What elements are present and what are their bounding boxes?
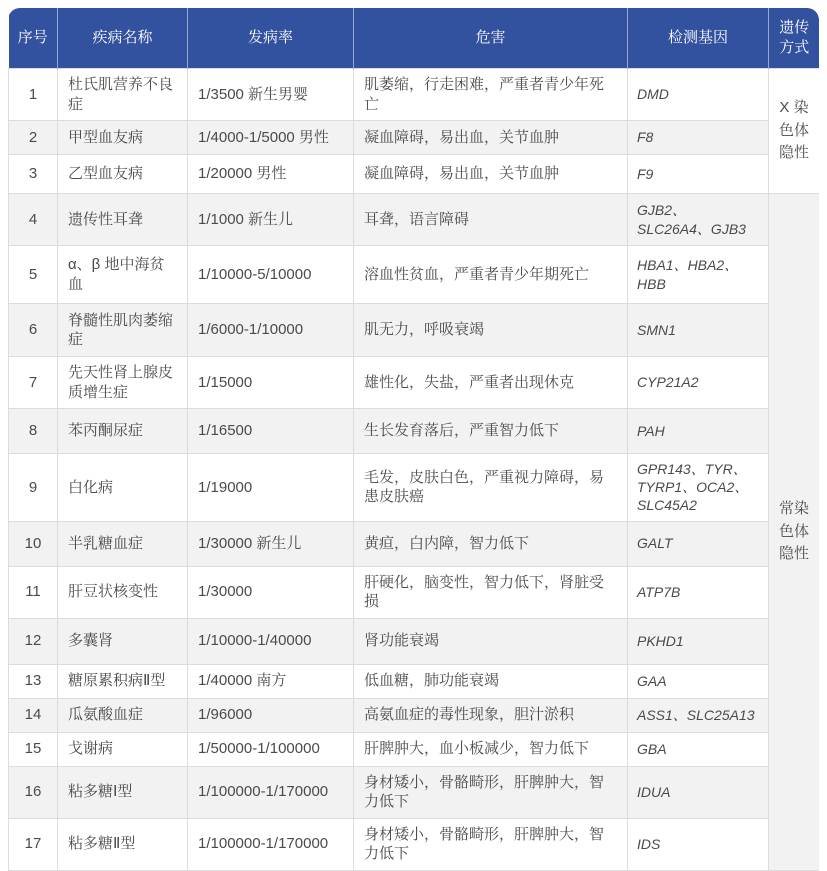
table-row (9, 732, 820, 766)
table-row (9, 454, 820, 522)
cell-no: 6 (9, 304, 58, 357)
cell-disease: 脊髓性肌肉萎缩症 (58, 304, 188, 357)
cell-no: 3 (9, 155, 58, 194)
cell-disease: 糖原累积病Ⅱ型 (58, 664, 188, 698)
cell-harm: 毛发，皮肤白色，严重视力障碍，易患皮肤癌 (354, 454, 628, 522)
disease-table-container (8, 8, 819, 871)
cell-harm: 肝硬化，脑变性，智力低下，肾脏受损 (354, 566, 628, 618)
cell-genes: GALT (628, 521, 769, 566)
table-row (9, 618, 820, 664)
cell-no: 2 (9, 121, 58, 155)
cell-incidence: 1/20000 男性 (188, 155, 354, 194)
table-row (9, 521, 820, 566)
cell-harm: 黄疸，白内障，智力低下 (354, 521, 628, 566)
cell-disease: 苯丙酮尿症 (58, 409, 188, 454)
cell-genes: GJB2、SLC26A4、GJB3 (628, 194, 769, 246)
cell-no: 9 (9, 454, 58, 522)
cell-genes: IDS (628, 818, 769, 870)
cell-no: 13 (9, 664, 58, 698)
cell-disease: 先天性肾上腺皮质增生症 (58, 357, 188, 409)
table-row (9, 766, 820, 818)
cell-incidence: 1/16500 (188, 409, 354, 454)
inheritance-cell-x-linked: X 染色体隐性 (769, 69, 820, 194)
genetic-disease-table (8, 8, 819, 871)
table-row (9, 121, 820, 155)
table-row (9, 818, 820, 870)
cell-harm: 肾功能衰竭 (354, 618, 628, 664)
cell-no: 17 (9, 818, 58, 870)
cell-incidence: 1/3500 新生男婴 (188, 69, 354, 121)
table-row (9, 409, 820, 454)
cell-genes: HBA1、HBA2、HBB (628, 246, 769, 304)
cell-genes: F9 (628, 155, 769, 194)
cell-incidence: 1/50000-1/100000 (188, 732, 354, 766)
cell-harm: 肌无力，呼吸衰竭 (354, 304, 628, 357)
table-row (9, 69, 820, 121)
cell-harm: 溶血性贫血，严重者青少年期死亡 (354, 246, 628, 304)
table-row (9, 155, 820, 194)
cell-harm: 高氨血症的毒性现象，胆汁淤积 (354, 698, 628, 732)
cell-no: 10 (9, 521, 58, 566)
cell-harm: 雄性化，失盐，严重者出现休克 (354, 357, 628, 409)
header-incidence: 发病率 (188, 8, 354, 69)
cell-harm: 低血糖，肺功能衰竭 (354, 664, 628, 698)
cell-disease: 乙型血友病 (58, 155, 188, 194)
cell-disease: 甲型血友病 (58, 121, 188, 155)
table-body (9, 69, 820, 871)
header-no: 序号 (9, 8, 58, 69)
cell-disease: 粘多糖Ⅱ型 (58, 818, 188, 870)
cell-genes: ASS1、SLC25A13 (628, 698, 769, 732)
cell-genes: GAA (628, 664, 769, 698)
table-header (9, 8, 820, 69)
cell-incidence: 1/10000-5/10000 (188, 246, 354, 304)
cell-disease: 多囊肾 (58, 618, 188, 664)
cell-harm: 肝脾肿大，血小板减少，智力低下 (354, 732, 628, 766)
cell-disease: 戈谢病 (58, 732, 188, 766)
cell-harm: 耳聋，语言障碍 (354, 194, 628, 246)
table-row (9, 664, 820, 698)
cell-genes: ATP7B (628, 566, 769, 618)
cell-harm: 肌萎缩，行走困难，严重者青少年死亡 (354, 69, 628, 121)
cell-disease: 半乳糖血症 (58, 521, 188, 566)
cell-disease: 杜氏肌营养不良症 (58, 69, 188, 121)
cell-no: 4 (9, 194, 58, 246)
cell-genes: PAH (628, 409, 769, 454)
cell-no: 15 (9, 732, 58, 766)
table-row (9, 194, 820, 246)
cell-genes: DMD (628, 69, 769, 121)
cell-genes: PKHD1 (628, 618, 769, 664)
cell-no: 11 (9, 566, 58, 618)
table-row (9, 304, 820, 357)
cell-incidence: 1/30000 (188, 566, 354, 618)
cell-harm: 身材矮小，骨骼畸形，肝脾肿大，智力低下 (354, 766, 628, 818)
cell-incidence: 1/4000-1/5000 男性 (188, 121, 354, 155)
cell-harm: 凝血障碍，易出血，关节血肿 (354, 155, 628, 194)
cell-no: 7 (9, 357, 58, 409)
cell-no: 12 (9, 618, 58, 664)
cell-incidence: 1/100000-1/170000 (188, 818, 354, 870)
header-inheritance: 遗传方式 (769, 8, 820, 69)
cell-incidence: 1/19000 (188, 454, 354, 522)
header-row (9, 8, 820, 69)
table-row (9, 246, 820, 304)
cell-disease: 遗传性耳聋 (58, 194, 188, 246)
header-disease: 疾病名称 (58, 8, 188, 69)
cell-incidence: 1/6000-1/10000 (188, 304, 354, 357)
cell-disease: α、β 地中海贫血 (58, 246, 188, 304)
cell-genes: IDUA (628, 766, 769, 818)
header-harm: 危害 (354, 8, 628, 69)
cell-no: 14 (9, 698, 58, 732)
cell-harm: 身材矮小，骨骼畸形，肝脾肿大，智力低下 (354, 818, 628, 870)
cell-no: 16 (9, 766, 58, 818)
table-row (9, 566, 820, 618)
cell-genes: GPR143、TYR、TYRP1、OCA2、SLC45A2 (628, 454, 769, 522)
cell-genes: CYP21A2 (628, 357, 769, 409)
cell-disease: 白化病 (58, 454, 188, 522)
cell-no: 1 (9, 69, 58, 121)
table-row (9, 357, 820, 409)
table-row (9, 698, 820, 732)
inheritance-cell-autosomal: 常染色体隐性 (769, 194, 820, 871)
cell-incidence: 1/96000 (188, 698, 354, 732)
cell-genes: F8 (628, 121, 769, 155)
cell-no: 8 (9, 409, 58, 454)
cell-incidence: 1/30000 新生儿 (188, 521, 354, 566)
cell-genes: GBA (628, 732, 769, 766)
cell-harm: 生长发育落后，严重智力低下 (354, 409, 628, 454)
cell-incidence: 1/10000-1/40000 (188, 618, 354, 664)
cell-incidence: 1/15000 (188, 357, 354, 409)
cell-disease: 粘多糖Ⅰ型 (58, 766, 188, 818)
header-genes: 检测基因 (628, 8, 769, 69)
cell-incidence: 1/100000-1/170000 (188, 766, 354, 818)
cell-incidence: 1/1000 新生儿 (188, 194, 354, 246)
cell-genes: SMN1 (628, 304, 769, 357)
cell-disease: 瓜氨酸血症 (58, 698, 188, 732)
cell-no: 5 (9, 246, 58, 304)
cell-incidence: 1/40000 南方 (188, 664, 354, 698)
cell-harm: 凝血障碍，易出血，关节血肿 (354, 121, 628, 155)
cell-disease: 肝豆状核变性 (58, 566, 188, 618)
